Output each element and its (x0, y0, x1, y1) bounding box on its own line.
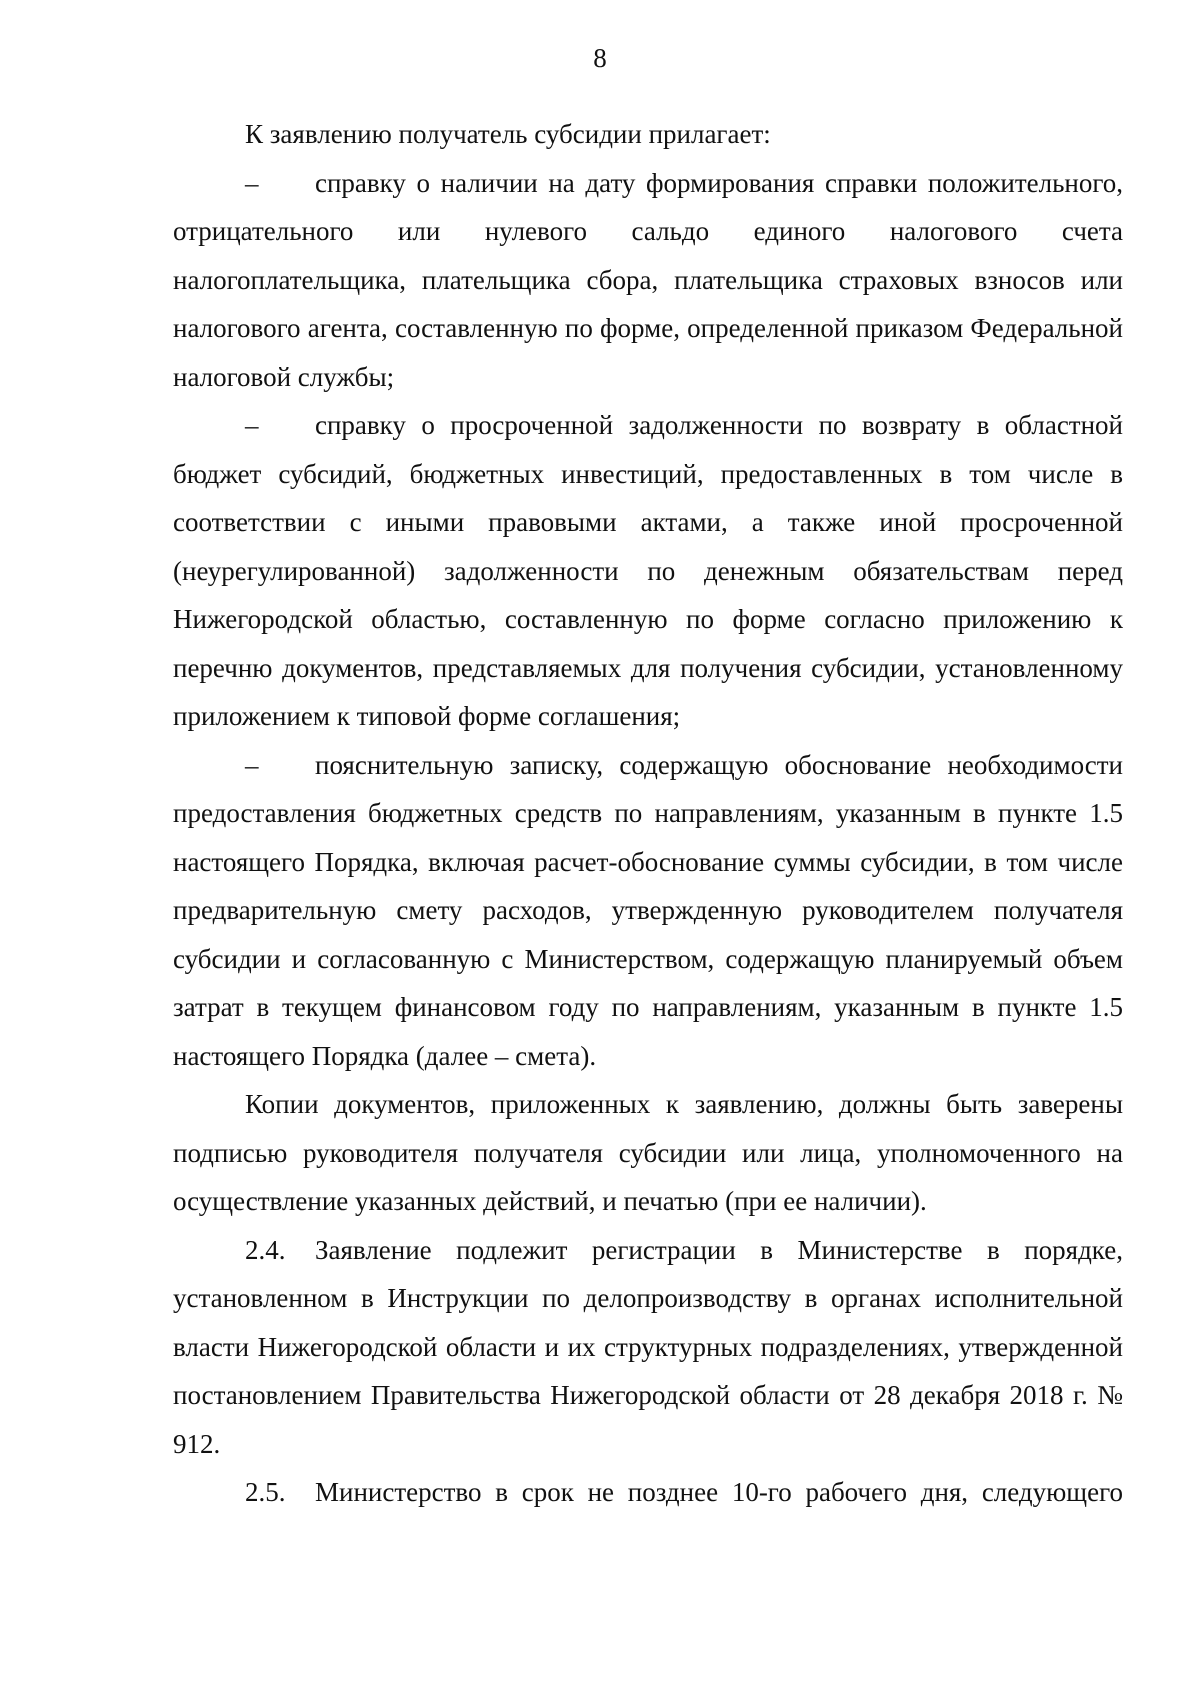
clause-2-5 (173, 1468, 1123, 1517)
clause-number: 2.5. (245, 1477, 286, 1507)
paragraph-copies (173, 1080, 1123, 1226)
list-item-text: справку о просроченной задолженности по возврату в областной бюджет субсидий, бюджетных инвестиций, предоставленных в том числе в соответствии с иными правовыми актами, а также иной просроченной (неурегулированной) задолженности по денежным обязательствам перед Нижегородской областью, составленную по форме согласно приложению к перечню документов, представляемых для получения субсидии, установленному приложением к типовой форме соглашения; (173, 410, 1123, 731)
paragraph-intro (173, 110, 1123, 159)
clause-number: 2.4. (245, 1234, 286, 1265)
document-body (173, 110, 1123, 1517)
paragraph-intro-text: К заявлению получатель субсидии прилагает: (245, 119, 771, 149)
list-item-text: справку о наличии на дату формирования справки положительного, отрицательного или нулевого сальдо единого налогового счета налогоплательщика, плательщика сбора, плательщика страховых взносов или налогового агента, составленную по форме, определенной приказом Федеральной налоговой службы; (173, 167, 1123, 392)
list-item-text: пояснительную записку, содержащую обоснование необходимости предоставления бюджетных средств по направлениям, указанным в пункте 1.5 настоящего Порядка, включая расчет-обоснование суммы субсидии, в том числе предварительную смету расходов, утвержденную руководителем получателя субсидии и согласованную с Министерством, содержащую планируемый объем затрат в текущем финансовом году по направлениям, указанным в пункте 1.5 настоящего Порядка (далее – смета). (173, 749, 1123, 1071)
paragraph-copies-text: Копии документов, приложенных к заявлению, должны быть заверены подписью руководителя получателя субсидии или лица, уполномоченного на осуществление указанных действий, и печатью (при ее наличии). (173, 1089, 1123, 1216)
clause-text: Заявление подлежит регистрации в Министерстве в порядке, установленном в Инструкции по делопроизводству в органах исполнительной власти Нижегородской области и их структурных подразделениях, утвержденной постановлением Правительства Нижегородской области от 28 декабря 2018 г. № 912. (173, 1234, 1123, 1459)
clause-text: Министерство в срок не позднее 10-го рабочего дня, следующего (315, 1477, 1123, 1507)
list-item-tax-certificate (173, 159, 1123, 402)
page-number: 8 (593, 43, 607, 73)
list-item-explanatory-note (173, 741, 1123, 1081)
list-dash: – (245, 410, 259, 440)
list-dash: – (245, 167, 259, 198)
list-item-debt-certificate (173, 401, 1123, 741)
list-dash: – (245, 749, 259, 780)
clause-2-4 (173, 1226, 1123, 1469)
